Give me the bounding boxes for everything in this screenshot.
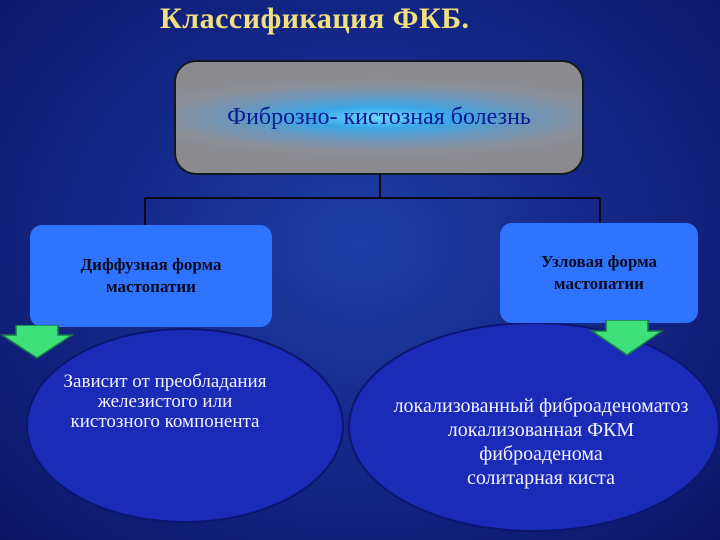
nodular-form-list	[362, 394, 720, 490]
nodular-form-box	[500, 223, 698, 323]
description-line: Зависит от преобладания	[63, 371, 267, 392]
description-line: железистого или	[97, 390, 233, 412]
root-node-label: Фиброзно- кистозная болезнь	[227, 104, 531, 130]
list-item: фиброаденома	[479, 443, 603, 465]
nodular-form-label-line2: мастопатии	[554, 274, 644, 293]
list-item: локализованный фиброаденоматоз	[393, 395, 689, 417]
description-line: кистозного компонента	[70, 410, 260, 432]
nodular-form-label-line1: Узловая форма	[540, 251, 658, 271]
diffuse-form-label-line2: мастопатии	[106, 277, 196, 296]
right-down-arrow-icon	[590, 320, 664, 356]
slide-title: Классификация ФКБ.	[160, 2, 470, 35]
diffuse-form-label-line1: Диффузная форма	[80, 254, 222, 274]
diffuse-form-box	[30, 225, 272, 327]
list-item: локализованная ФКМ	[447, 419, 635, 441]
diffuse-form-description	[20, 372, 310, 432]
root-node-box	[174, 60, 584, 175]
left-down-arrow-icon	[0, 325, 74, 359]
list-item: солитарная киста	[466, 467, 616, 489]
